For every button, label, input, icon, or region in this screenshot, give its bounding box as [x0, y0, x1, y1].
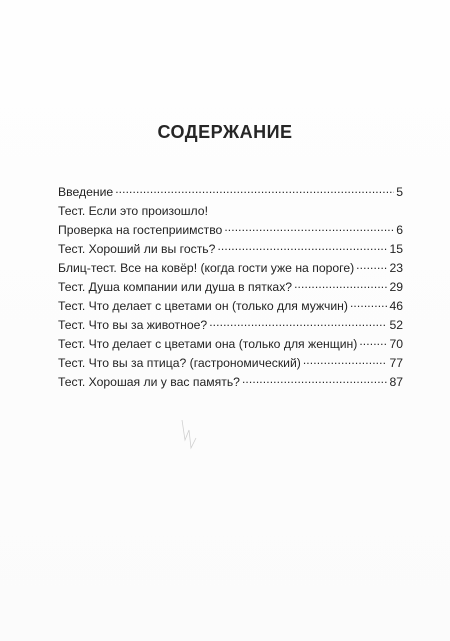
toc-entry-title: Тест. Что вы за животное?: [58, 318, 208, 332]
toc-entry-row: [58, 278, 403, 297]
toc-page-number: 29: [389, 280, 403, 294]
toc-entry-row: [58, 240, 403, 259]
toc-entry-title-line: Тест. Если это произошло!: [58, 204, 208, 218]
toc-entry: [58, 278, 403, 297]
toc-entry-title: Тест. Хорошая ли у вас память?: [58, 375, 240, 389]
toc-entry-title: Введение: [58, 185, 114, 199]
dot-leader: [359, 336, 387, 348]
toc-page-number: 52: [389, 318, 403, 332]
toc-entry: [58, 202, 403, 240]
toc-entry-row: [58, 259, 403, 278]
toc-page-number: 23: [389, 261, 403, 275]
toc-entry: [58, 240, 403, 259]
toc-entry: [58, 183, 403, 202]
toc-entry-title: Тест. Что делает с цветами она (только для женщин): [58, 337, 358, 351]
toc-entry-row: [58, 373, 403, 392]
pencil-mark-icon: [178, 418, 202, 460]
toc-entry-title: Проверка на гостеприимство: [58, 223, 223, 237]
toc-page-number: 77: [389, 356, 403, 370]
toc-entry-row: [58, 316, 403, 335]
toc-entry-row: [58, 221, 403, 240]
toc-entry-row: [58, 354, 403, 373]
toc-entry-title: Блиц-тест. Все на ковёр! (когда гости уже на пороге): [58, 261, 355, 275]
toc-entry: [58, 335, 403, 354]
toc-entry: [58, 354, 403, 373]
toc-entry: [58, 373, 403, 392]
dot-leader: [224, 222, 394, 234]
toc-page-number: 15: [389, 242, 403, 256]
dot-leader: [350, 298, 387, 310]
toc-page-number: 5: [396, 185, 403, 199]
toc-title: СОДЕРЖАНИЕ: [157, 122, 293, 142]
toc-page-number: 70: [389, 337, 403, 351]
dot-leader: [209, 317, 387, 329]
toc-entry-row: [58, 297, 403, 316]
dot-leader: [303, 355, 388, 367]
table-of-contents: [58, 183, 403, 392]
toc-entry-title: Тест. Что вы за птица? (гастрономический): [58, 356, 301, 370]
toc-entry-row: [58, 183, 403, 202]
toc-entry: [58, 297, 403, 316]
toc-page-number: 46: [389, 299, 403, 313]
dot-leader: [356, 260, 387, 272]
dot-leader: [217, 241, 387, 253]
toc-entry-title: Тест. Что делает с цветами он (только для мужчин): [58, 299, 348, 313]
toc-page-number: 87: [389, 375, 403, 389]
toc-page-number: 6: [396, 223, 403, 237]
dot-leader: [294, 279, 387, 291]
toc-entry-title: Тест. Душа компании или душа в пятках?: [58, 280, 293, 294]
toc-entry: [58, 316, 403, 335]
toc-entry: [58, 259, 403, 278]
dot-leader: [115, 184, 394, 196]
dot-leader: [242, 374, 387, 386]
toc-entry-row: [58, 335, 403, 354]
toc-entry-title: Тест. Хороший ли вы гость?: [58, 242, 216, 256]
